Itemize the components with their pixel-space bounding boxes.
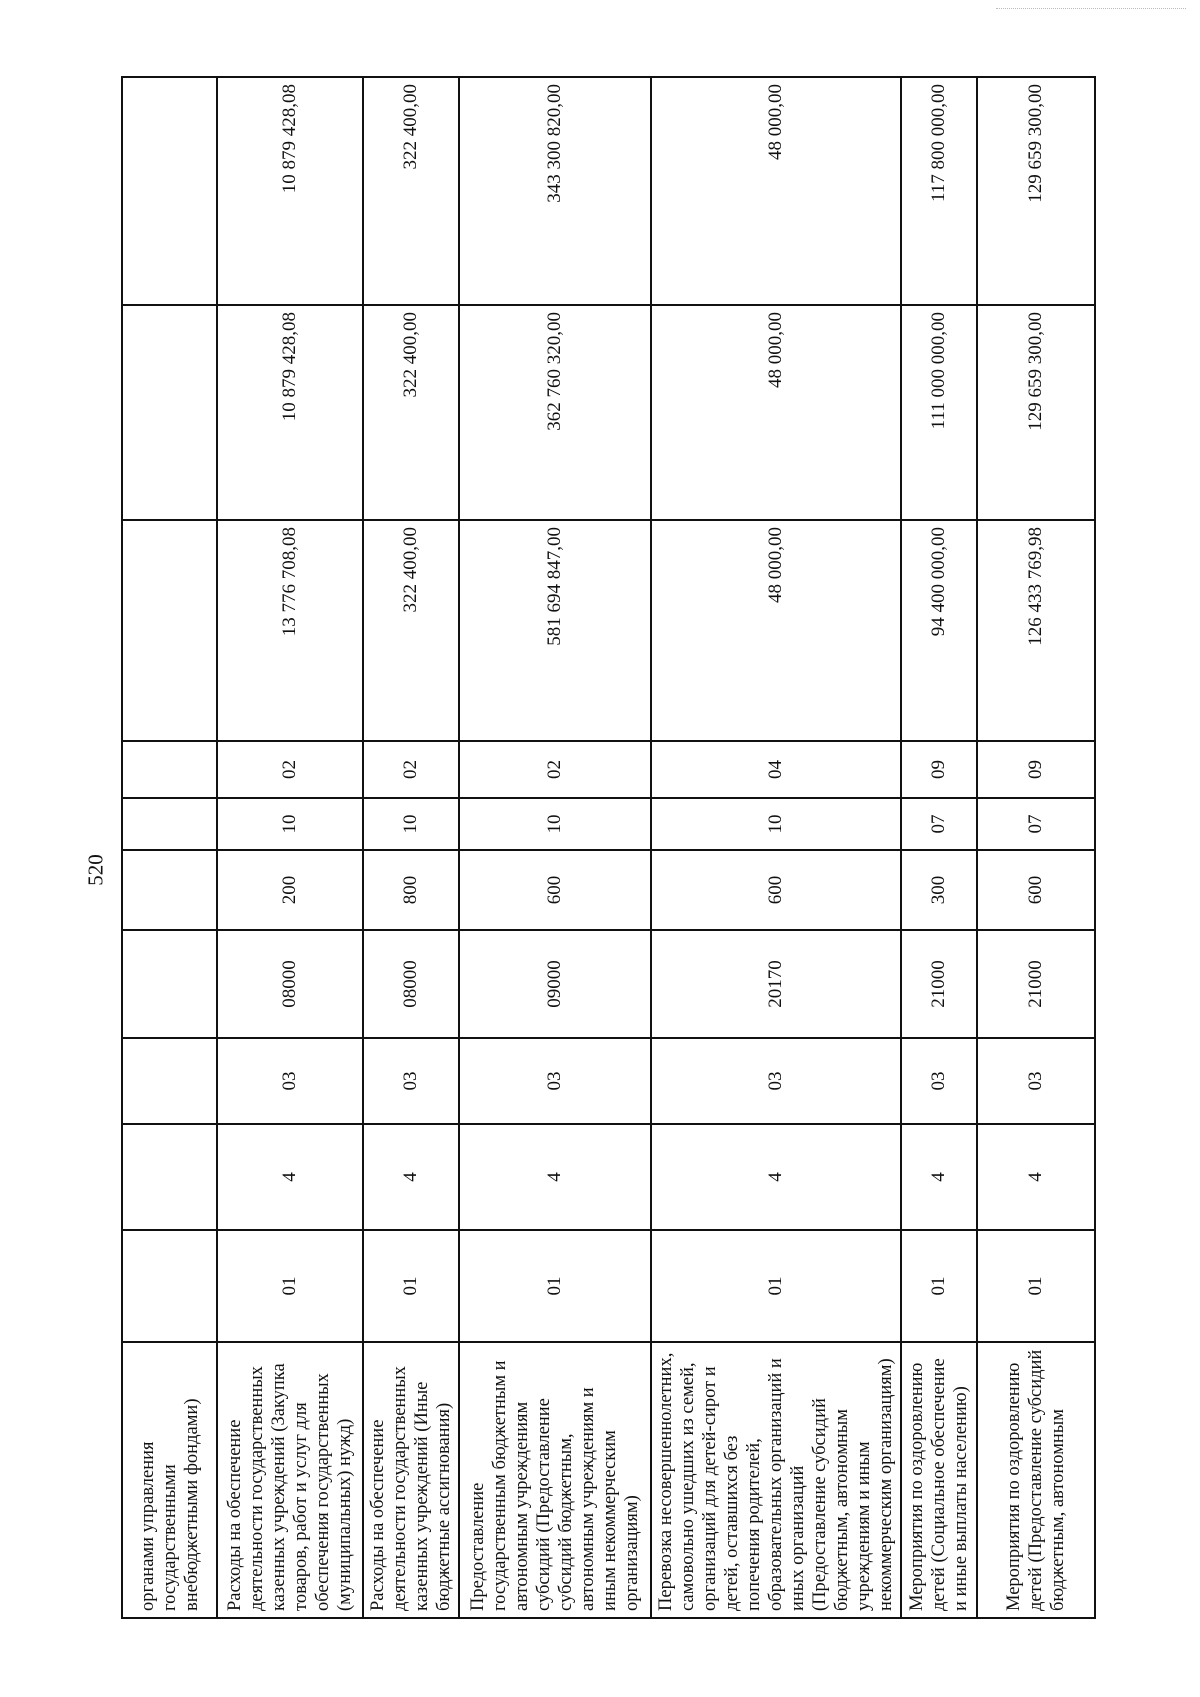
amount-cell bbox=[122, 520, 217, 741]
amount-cell: 48 000,00 bbox=[651, 520, 901, 741]
code-cell bbox=[122, 930, 217, 1038]
code-cell: 200 bbox=[217, 850, 363, 930]
code-cell: 600 bbox=[459, 850, 651, 930]
row-name-cell: Мероприятия по оздоровлению детей (Предоставление субсидий бюджетным, автономным bbox=[977, 1342, 1095, 1618]
amount-cell: 117 800 000,00 bbox=[901, 77, 977, 305]
code-cell: 09000 bbox=[459, 930, 651, 1038]
row-name-cell: Мероприятия по оздоровлению детей (Социальное обеспечение и иные выплаты населению) bbox=[901, 1342, 977, 1618]
code-cell: 02 bbox=[459, 741, 651, 798]
code-cell: 09 bbox=[977, 741, 1095, 798]
code-cell: 10 bbox=[459, 798, 651, 850]
rotated-table-container bbox=[121, 78, 1079, 1619]
amount-cell: 129 659 300,00 bbox=[977, 77, 1095, 305]
code-cell bbox=[122, 1124, 217, 1230]
amount-cell: 13 776 708,08 bbox=[217, 520, 363, 741]
code-cell: 03 bbox=[459, 1038, 651, 1124]
code-cell: 4 bbox=[977, 1124, 1095, 1230]
code-cell: 07 bbox=[977, 798, 1095, 850]
amount-cell: 581 694 847,00 bbox=[459, 520, 651, 741]
code-cell: 03 bbox=[363, 1038, 459, 1124]
code-cell: 08000 bbox=[217, 930, 363, 1038]
code-cell bbox=[122, 1230, 217, 1342]
amount-cell bbox=[122, 77, 217, 305]
code-cell: 01 bbox=[459, 1230, 651, 1342]
table-row bbox=[459, 77, 651, 1618]
scan-edge-mark bbox=[996, 8, 1186, 9]
code-cell bbox=[122, 798, 217, 850]
code-cell: 4 bbox=[363, 1124, 459, 1230]
code-cell: 600 bbox=[651, 850, 901, 930]
amount-cell: 322 400,00 bbox=[363, 305, 459, 520]
amount-cell: 10 879 428,08 bbox=[217, 305, 363, 520]
amount-cell: 322 400,00 bbox=[363, 520, 459, 741]
amount-cell: 129 659 300,00 bbox=[977, 305, 1095, 520]
code-cell: 300 bbox=[901, 850, 977, 930]
table-row bbox=[901, 77, 977, 1618]
code-cell: 01 bbox=[217, 1230, 363, 1342]
code-cell: 03 bbox=[977, 1038, 1095, 1124]
code-cell: 800 bbox=[363, 850, 459, 930]
code-cell: 10 bbox=[651, 798, 901, 850]
code-cell: 01 bbox=[901, 1230, 977, 1342]
amount-cell: 343 300 820,00 bbox=[459, 77, 651, 305]
code-cell: 4 bbox=[217, 1124, 363, 1230]
table-row bbox=[363, 77, 459, 1618]
code-cell: 03 bbox=[901, 1038, 977, 1124]
code-cell bbox=[122, 1038, 217, 1124]
amount-cell: 111 000 000,00 bbox=[901, 305, 977, 520]
code-cell: 21000 bbox=[977, 930, 1095, 1038]
code-cell: 07 bbox=[901, 798, 977, 850]
row-name-cell: Перевозка несовершеннолетних, самовольно ушедших из семей, организаций для детей-сирот и детей, оставшихся без попечения родителей, образовательных организаций и иных организаций (Предоставление субсидий бюджетным, автономным учреждениям и иным некоммерческим организациям) bbox=[651, 1342, 901, 1618]
amount-cell: 94 400 000,00 bbox=[901, 520, 977, 741]
table-row bbox=[217, 77, 363, 1618]
table-row bbox=[977, 77, 1095, 1618]
code-cell: 09 bbox=[901, 741, 977, 798]
amount-cell: 362 760 320,00 bbox=[459, 305, 651, 520]
code-cell: 21000 bbox=[901, 930, 977, 1038]
row-name-cell: Расходы на обеспечение деятельности государственных казенных учреждений (Иные бюджетные ассигнования) bbox=[363, 1342, 459, 1618]
code-cell: 01 bbox=[977, 1230, 1095, 1342]
amount-cell: 322 400,00 bbox=[363, 77, 459, 305]
row-name-cell: Расходы на обеспечение деятельности государственных казенных учреждений (Закупка товаров, работ и услуг для обеспечения государственных (муниципальных) нужд) bbox=[217, 1342, 363, 1618]
code-cell bbox=[122, 741, 217, 798]
code-cell: 01 bbox=[363, 1230, 459, 1342]
code-cell: 600 bbox=[977, 850, 1095, 930]
budget-table bbox=[121, 76, 1096, 1619]
amount-cell: 48 000,00 bbox=[651, 305, 901, 520]
row-name-cell: органами управления государственными внебюджетными фондами) bbox=[122, 1342, 217, 1618]
page-number: 520 bbox=[83, 854, 108, 886]
amount-cell: 10 879 428,08 bbox=[217, 77, 363, 305]
table-row bbox=[651, 77, 901, 1618]
code-cell: 03 bbox=[651, 1038, 901, 1124]
code-cell: 02 bbox=[363, 741, 459, 798]
code-cell: 4 bbox=[901, 1124, 977, 1230]
code-cell: 03 bbox=[217, 1038, 363, 1124]
code-cell: 01 bbox=[651, 1230, 901, 1342]
code-cell: 10 bbox=[217, 798, 363, 850]
row-name-cell: Предоставление государственным бюджетным и автономным учреждениям субсидий (Предоставление субсидий бюджетным, автономным учреждениям и иным некоммерческим организациям) bbox=[459, 1342, 651, 1618]
code-cell bbox=[122, 850, 217, 930]
code-cell: 20170 bbox=[651, 930, 901, 1038]
code-cell: 10 bbox=[363, 798, 459, 850]
code-cell: 4 bbox=[459, 1124, 651, 1230]
amount-cell bbox=[122, 305, 217, 520]
code-cell: 04 bbox=[651, 741, 901, 798]
amount-cell: 48 000,00 bbox=[651, 77, 901, 305]
amount-cell: 126 433 769,98 bbox=[977, 520, 1095, 741]
table-row bbox=[122, 77, 217, 1618]
code-cell: 4 bbox=[651, 1124, 901, 1230]
code-cell: 02 bbox=[217, 741, 363, 798]
code-cell: 08000 bbox=[363, 930, 459, 1038]
